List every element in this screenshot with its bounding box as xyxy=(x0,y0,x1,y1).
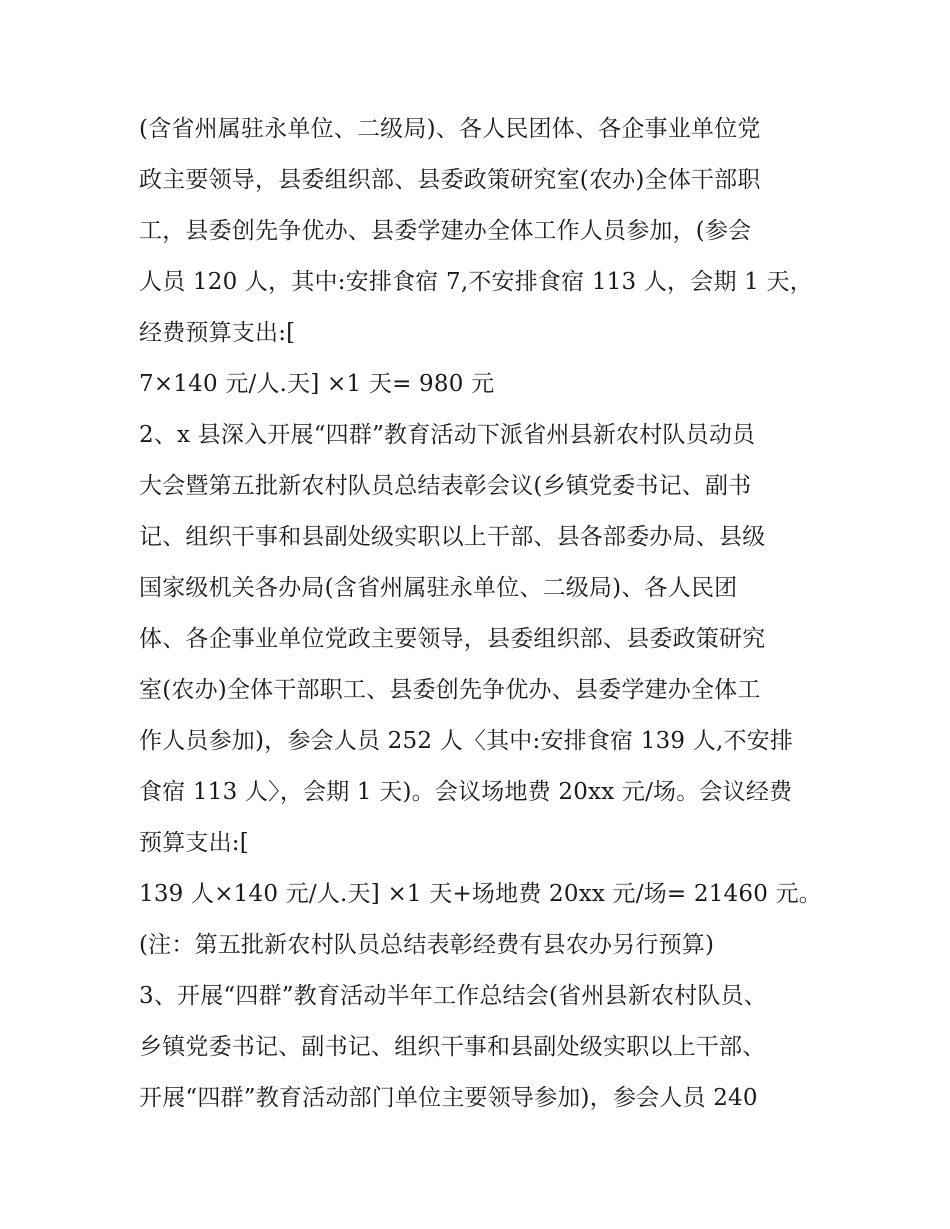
text-line: 2、x 县深入开展“四群”教育活动下派省州县新农村队员动员 xyxy=(139,422,756,448)
text-line: 体、各企事业单位党政主要领导，县委组织部、县委政策研究 xyxy=(139,626,766,652)
text-line: 室(农办)全体干部职工、县委创先争优办、县委学建办全体工 xyxy=(139,677,761,703)
text-line: 记、组织干事和县副处级实职以上干部、县各部委办局、县级 xyxy=(139,524,766,550)
text-line: 国家级机关各办局(含省州属驻永单位、二级局)、各人民团 xyxy=(139,575,738,601)
text-line: (注：第五批新农村队员总结表彰经费有县农办另行预算) xyxy=(139,932,715,958)
text-line: 政主要领导，县委组织部、县委政策研究室(农办)全体干部职 xyxy=(139,167,761,193)
text-line: 经费预算支出:[ xyxy=(139,320,296,346)
text-line: 工，县委创先争优办、县委学建办全体工作人员参加，(参会 xyxy=(139,218,752,244)
text-line: (含省州属驻永单位、二级局)、各人民团体、各企事业单位党 xyxy=(139,116,761,142)
body-text xyxy=(139,104,822,1124)
text-line: 食宿 113 人〉，会期 1 天)。会议场地费 20xx 元/场。会议经费 xyxy=(139,779,793,805)
text-line: 乡镇党委书记、副书记、组织干事和县副处级实职以上干部、 xyxy=(139,1034,766,1060)
text-line: 3、开展“四群”教育活动半年工作总结会(省州县新农村队员、 xyxy=(139,983,767,1009)
text-line: 139 人×140 元/人.天] ×1 天+场地费 20xx 元/场= 21460 元。 xyxy=(139,881,822,907)
text-line: 预算支出:[ xyxy=(139,830,249,856)
text-line: 开展“四群”教育活动部门单位主要领导参加)，参会人员 240 xyxy=(139,1085,758,1111)
text-line: 7×140 元/人.天] ×1 天= 980 元 xyxy=(139,371,495,397)
text-line: 人员 120 人，其中:安排食宿 7,不安排食宿 113 人，会期 1 天， xyxy=(139,269,813,295)
text-line: 大会暨第五批新农村队员总结表彰会议(乡镇党委书记、副书 xyxy=(139,473,752,499)
text-line: 作人员参加)，参会人员 252 人〈其中:安排食宿 139 人,不安排 xyxy=(139,728,794,754)
